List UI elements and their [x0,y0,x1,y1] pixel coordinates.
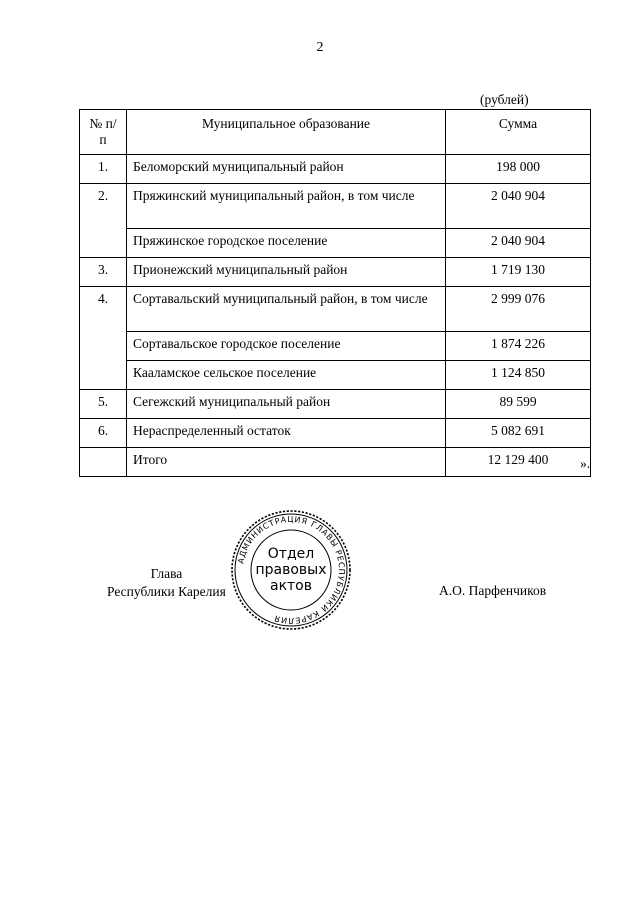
row-name: Пряжинское городское поселение [127,229,446,258]
row-num [80,361,127,390]
row-sum: 5 082 691 [446,419,591,448]
row-num [80,448,127,477]
header-sum: Сумма [446,110,591,155]
table-row [80,287,591,332]
row-sum: 2 040 904 [446,184,591,229]
row-sum: 2 999 076 [446,287,591,332]
row-sum: 12 129 400 [446,448,591,477]
row-name: Прионежский муниципальный район [127,258,446,287]
row-name: Беломорский муниципальный район [127,155,446,184]
row-sum: 1 124 850 [446,361,591,390]
row-num [80,332,127,361]
signatory-position [107,565,226,601]
row-sum: 89 599 [446,390,591,419]
row-name: Сортавальский муниципальный район, в том числе [127,287,446,332]
row-num: 2. [80,184,127,229]
row-sum: 198 000 [446,155,591,184]
signatory-name: А.О. Парфенчиков [439,583,547,598]
header-name: Муниципальное образование [127,110,446,155]
table-row [80,332,591,361]
stamp-center-line-3: актов [269,578,313,594]
table-row [80,229,591,258]
table-row [80,390,591,419]
row-num: 5. [80,390,127,419]
table-row [80,419,591,448]
stamp-center-line-1: Отдел [267,546,315,562]
row-name: Кааламское сельское поселение [127,361,446,390]
stamp-seal [229,508,353,632]
row-num: 3. [80,258,127,287]
row-name: Итого [127,448,446,477]
stamp-center-line-2: правовых [255,562,327,578]
row-sum: 1 719 130 [446,258,591,287]
row-sum: 2 040 904 [446,229,591,258]
row-num: 1. [80,155,127,184]
units-label: (рублей) [480,92,529,107]
header-num: № п/п [80,110,127,155]
row-num: 6. [80,419,127,448]
row-name: Сортавальское городское поселение [127,332,446,361]
position-line-2: Республики Карелия [107,584,226,599]
stamp-ring-text: АДМИНИСТРАЦИЯ ГЛАВЫ РЕСПУБЛИКИ КАРЕЛИЯ [236,514,347,626]
closing-quote: ». [580,456,591,471]
table-row [80,361,591,390]
budget-table [79,109,591,477]
table-row [80,258,591,287]
row-name: Сегежский муниципальный район [127,390,446,419]
row-name: Пряжинский муниципальный район, в том числе [127,184,446,229]
row-num: 4. [80,287,127,332]
table-row-total [80,448,591,477]
table-header-row [80,110,591,155]
page-number: 2 [316,40,324,55]
row-num [80,229,127,258]
position-line-1: Глава [150,566,183,581]
table-row [80,155,591,184]
table-row [80,184,591,229]
row-name: Нераспределенный остаток [127,419,446,448]
row-sum: 1 874 226 [446,332,591,361]
